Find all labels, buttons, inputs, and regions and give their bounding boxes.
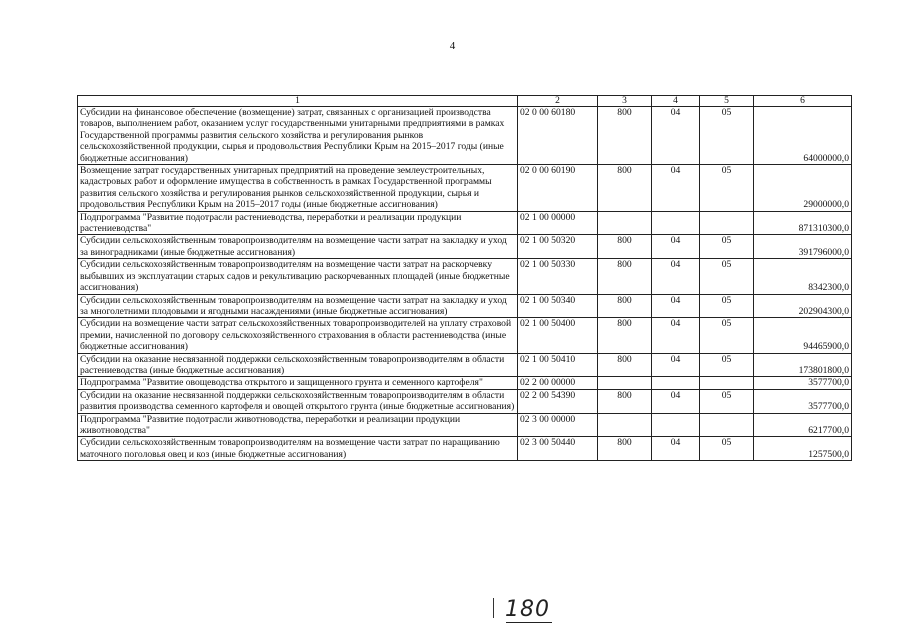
page-number: 4 (449, 40, 456, 52)
row-expense-type (598, 413, 652, 437)
row-description: Подпрограмма "Развитие подотрасли животноводства, переработки и реализации продукции животноводства" (78, 413, 518, 437)
row-subsection (700, 211, 754, 235)
row-description: Возмещение затрат государственных унитарных предприятий на проведение землеустроительных, кадастровых работ и оформление имущества в собственность в рамках Государственной программы развития сельского хозяйства и регулирования рынков сельскохозяйственной продукции, сырья и продовольствия Республики Крым на 2015–2017 годы (иные бюджетные ассигнования) (78, 165, 518, 212)
row-amount: 1257500,0 (754, 437, 852, 461)
row-description: Субсидии сельскохозяйственным товаропроизводителям на возмещение части затрат на раскорчевку выбывших из эксплуатации старых садов и рекультивацию раскорчеванных площадей (иные бюджетные ассигнования) (78, 259, 518, 294)
header-cell: 2 (518, 96, 598, 107)
row-subsection: 05 (700, 318, 754, 353)
handwritten-page-number: 180 (505, 597, 550, 622)
row-code: 02 1 00 00000 (518, 211, 598, 235)
row-amount: 3577700,0 (754, 377, 852, 389)
row-amount: 29000000,0 (754, 165, 852, 212)
table-row (78, 235, 852, 259)
row-expense-type: 800 (598, 107, 652, 165)
row-code: 02 3 00 00000 (518, 413, 598, 437)
row-code: 02 2 00 00000 (518, 377, 598, 389)
row-subsection: 05 (700, 294, 754, 318)
row-section (652, 211, 700, 235)
row-subsection (700, 377, 754, 389)
row-section: 04 (652, 165, 700, 212)
row-expense-type (598, 377, 652, 389)
row-expense-type: 800 (598, 318, 652, 353)
row-amount: 8342300,0 (754, 259, 852, 294)
row-expense-type: 800 (598, 389, 652, 413)
row-section (652, 377, 700, 389)
row-description: Субсидии на оказание несвязанной поддержки сельскохозяйственным товаропроизводителям в области растениеводства (иные бюджетные ассигнования) (78, 353, 518, 377)
table-row (78, 389, 852, 413)
row-expense-type: 800 (598, 235, 652, 259)
row-code: 02 1 00 50330 (518, 259, 598, 294)
row-amount: 6217700,0 (754, 413, 852, 437)
row-amount: 173801800,0 (754, 353, 852, 377)
pen-mark (493, 598, 494, 618)
row-description: Подпрограмма "Развитие подотрасли растениеводства, переработки и реализации продукции растениеводства" (78, 211, 518, 235)
table-row (78, 259, 852, 294)
header-cell: 1 (78, 96, 518, 107)
row-description: Подпрограмма "Развитие овощеводства открытого и защищенного грунта и семенного картофеля" (78, 377, 518, 389)
row-subsection: 05 (700, 259, 754, 294)
row-amount: 94465900,0 (754, 318, 852, 353)
row-amount: 3577700,0 (754, 389, 852, 413)
row-description: Субсидии сельскохозяйственным товаропроизводителям на возмещение части затрат на закладку и уход за виноградниками (иные бюджетные ассигнования) (78, 235, 518, 259)
row-code: 02 0 00 60190 (518, 165, 598, 212)
table-row (78, 211, 852, 235)
header-cell: 6 (754, 96, 852, 107)
header-cell: 5 (700, 96, 754, 107)
row-subsection: 05 (700, 107, 754, 165)
table-row (78, 353, 852, 377)
table-header-row (78, 96, 852, 107)
budget-table (77, 95, 852, 461)
row-expense-type: 800 (598, 353, 652, 377)
row-amount: 391796000,0 (754, 235, 852, 259)
row-section: 04 (652, 107, 700, 165)
row-subsection: 05 (700, 389, 754, 413)
row-subsection: 05 (700, 437, 754, 461)
row-subsection (700, 413, 754, 437)
table-row (78, 437, 852, 461)
row-description: Субсидии на возмещение части затрат сельскохозяйственных товаропроизводителей на уплату страховой премии, начисленной по договору сельскохозяйственного страхования в области растениеводства (иные бюджетные ассигнования) (78, 318, 518, 353)
row-amount: 64000000,0 (754, 107, 852, 165)
row-code: 02 1 00 50340 (518, 294, 598, 318)
row-section: 04 (652, 437, 700, 461)
row-description: Субсидии на оказание несвязанной поддержки сельскохозяйственным товаропроизводителям в области развития производства семенного картофеля и овощей открытого грунта (иные бюджетные ассигнования) (78, 389, 518, 413)
row-code: 02 1 00 50400 (518, 318, 598, 353)
row-section: 04 (652, 235, 700, 259)
handwritten-underline (506, 622, 552, 623)
row-subsection: 05 (700, 353, 754, 377)
row-section: 04 (652, 353, 700, 377)
table-row (78, 165, 852, 212)
header-cell: 4 (652, 96, 700, 107)
table-row (78, 294, 852, 318)
row-expense-type: 800 (598, 165, 652, 212)
header-cell: 3 (598, 96, 652, 107)
table-row (78, 377, 852, 389)
row-code: 02 3 00 50440 (518, 437, 598, 461)
row-expense-type: 800 (598, 437, 652, 461)
row-code: 02 1 00 50320 (518, 235, 598, 259)
row-section: 04 (652, 294, 700, 318)
row-section: 04 (652, 318, 700, 353)
row-expense-type: 800 (598, 259, 652, 294)
row-amount: 871310300,0 (754, 211, 852, 235)
row-code: 02 2 00 54390 (518, 389, 598, 413)
row-section: 04 (652, 259, 700, 294)
row-description: Субсидии на финансовое обеспечение (возмещение) затрат, связанных с организацией производства товаров, выполнением работ, оказанием услуг государственными унитарными предприятиями в рамках Государственной программы развития сельского хозяйства и регулирования рынков сельскохозяйственной продукции, сырья и продовольствия Республики Крым на 2015–2017 годы (иные бюджетные ассигнования) (78, 107, 518, 165)
row-description: Субсидии сельскохозяйственным товаропроизводителям на возмещение части затрат по наращиванию маточного поголовья овец и коз (иные бюджетные ассигнования) (78, 437, 518, 461)
row-section: 04 (652, 389, 700, 413)
table-row (78, 107, 852, 165)
table-row (78, 318, 852, 353)
table-row (78, 413, 852, 437)
row-expense-type (598, 211, 652, 235)
row-code: 02 0 00 60180 (518, 107, 598, 165)
row-subsection: 05 (700, 165, 754, 212)
row-section (652, 413, 700, 437)
row-amount: 202904300,0 (754, 294, 852, 318)
row-subsection: 05 (700, 235, 754, 259)
row-description: Субсидии сельскохозяйственным товаропроизводителям на возмещение части затрат на закладку и уход за многолетними плодовыми и ягодными насаждениями (иные бюджетные ассигнования) (78, 294, 518, 318)
row-code: 02 1 00 50410 (518, 353, 598, 377)
row-expense-type: 800 (598, 294, 652, 318)
